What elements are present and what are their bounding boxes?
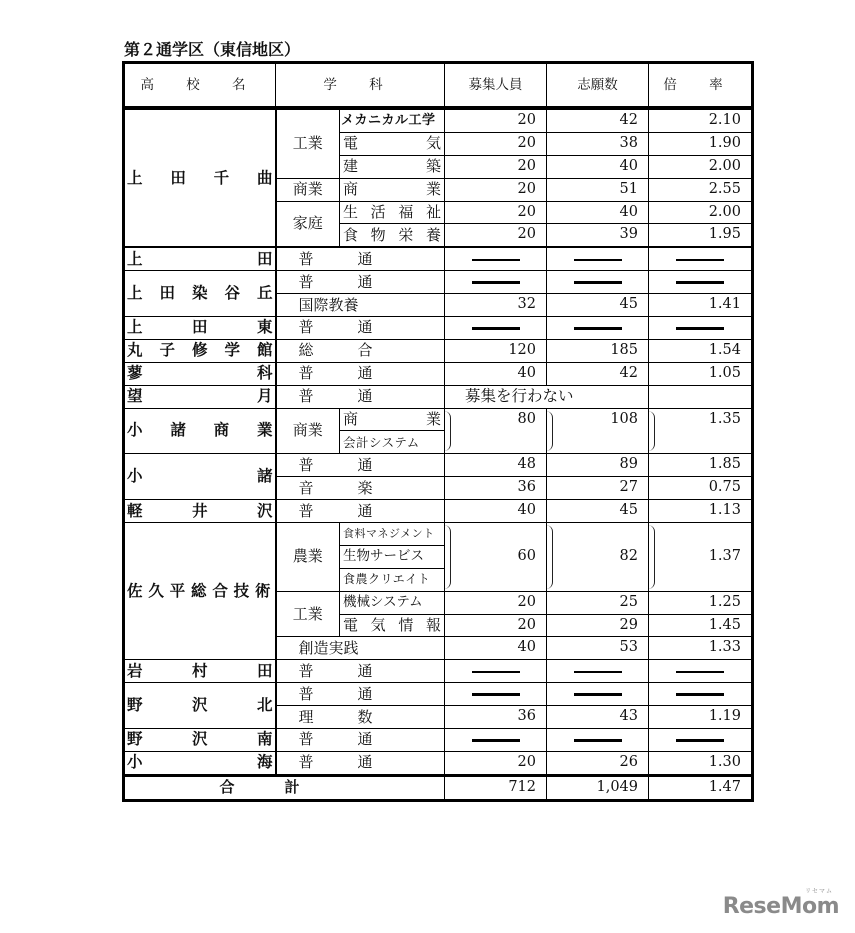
applicant-count: 45 bbox=[547, 500, 649, 523]
applicant-count: 40 bbox=[547, 201, 649, 224]
recruit-count: 20 bbox=[445, 178, 547, 201]
dept-name bbox=[276, 660, 445, 683]
dash-mark bbox=[472, 259, 520, 262]
dept-name bbox=[276, 271, 445, 294]
dept-name-text: 普通 bbox=[298, 684, 417, 703]
applicant-count: 25 bbox=[547, 591, 649, 614]
dash-mark bbox=[472, 327, 520, 330]
dash-mark bbox=[574, 327, 622, 330]
table-row bbox=[124, 408, 753, 431]
applicant-count: 40 bbox=[547, 155, 649, 178]
applicant-count: 42 bbox=[547, 362, 649, 385]
dept-name: 生活福祉 bbox=[340, 201, 445, 224]
recruit-count bbox=[445, 729, 547, 752]
recruit-count: 40 bbox=[445, 500, 547, 523]
ratio-value: 2.55 bbox=[649, 178, 753, 201]
dash-mark bbox=[676, 327, 724, 330]
dept-name-text: 普通 bbox=[298, 249, 417, 268]
table-row bbox=[124, 247, 753, 270]
ratio-value: 1.25 bbox=[649, 591, 753, 614]
recruit-count: 32 bbox=[445, 294, 547, 317]
dash-mark bbox=[472, 739, 520, 742]
ratio-value bbox=[649, 683, 753, 706]
table-row bbox=[124, 500, 753, 523]
recruit-count bbox=[445, 247, 547, 270]
ratio-value bbox=[649, 729, 753, 752]
school-name: 上田千曲 bbox=[124, 108, 276, 247]
header-row bbox=[124, 63, 753, 109]
recruit-count: 20 bbox=[445, 591, 547, 614]
ratio-value: 1.19 bbox=[649, 706, 753, 729]
total-applicants: 1,049 bbox=[547, 775, 649, 800]
dept-group: 商業 bbox=[276, 178, 340, 201]
no-recruitment-note: 募集を行わない bbox=[445, 385, 649, 408]
applicant-count: 45 bbox=[547, 294, 649, 317]
dept-name bbox=[276, 339, 445, 362]
dept-name: 会計システム bbox=[340, 431, 445, 454]
dept-name-text: 普通 bbox=[298, 501, 417, 520]
header-school: 高 校 名 bbox=[124, 63, 276, 109]
table-row bbox=[124, 339, 753, 362]
applicant-count bbox=[547, 271, 649, 294]
dash-mark bbox=[676, 281, 724, 284]
dept-name: 機械システム bbox=[340, 591, 445, 614]
applicant-count bbox=[547, 683, 649, 706]
school-name: 野沢南 bbox=[124, 729, 276, 752]
header-department: 学 科 bbox=[276, 63, 445, 109]
recruit-count: 20 bbox=[445, 751, 547, 775]
ratio-value: 1.37 bbox=[649, 523, 753, 592]
dept-name-text: 普通 bbox=[298, 387, 417, 406]
ratio-value: 1.33 bbox=[649, 637, 753, 660]
ratio-value: 2.00 bbox=[649, 155, 753, 178]
dept-name: 創造実践 bbox=[276, 637, 445, 660]
applicant-count bbox=[547, 247, 649, 270]
applicant-count: 82 bbox=[547, 523, 649, 592]
applicant-count bbox=[547, 660, 649, 683]
dept-name: 食農クリエイト bbox=[340, 568, 445, 591]
dept-name-text: 普通 bbox=[298, 661, 417, 680]
total-label: 合計 bbox=[124, 775, 445, 800]
dept-name-text: 普通 bbox=[298, 364, 417, 383]
applicant-count: 108 bbox=[547, 408, 649, 454]
applicant-count: 43 bbox=[547, 706, 649, 729]
dept-name: 生物サービス bbox=[340, 545, 445, 568]
ratio-value: 1.13 bbox=[649, 500, 753, 523]
recruit-count bbox=[445, 271, 547, 294]
applicant-count bbox=[547, 729, 649, 752]
dept-name bbox=[276, 362, 445, 385]
recruit-count: 20 bbox=[445, 614, 547, 637]
applicant-count: 38 bbox=[547, 132, 649, 155]
dept-name: 商業 bbox=[340, 408, 445, 431]
dept-name bbox=[276, 247, 445, 270]
ratio-value bbox=[649, 271, 753, 294]
dash-mark bbox=[472, 693, 520, 696]
school-name: 望月 bbox=[124, 385, 276, 408]
recruit-count: 60 bbox=[445, 523, 547, 592]
school-name: 蓼科 bbox=[124, 362, 276, 385]
school-name: 小海 bbox=[124, 751, 276, 775]
dept-group: 農業 bbox=[276, 523, 340, 592]
dept-name-text: 普通 bbox=[298, 318, 417, 337]
dash-mark bbox=[676, 693, 724, 696]
resemom-logo bbox=[722, 888, 839, 919]
ratio-value bbox=[649, 317, 753, 340]
school-name: 上田染谷丘 bbox=[124, 271, 276, 317]
dept-name-text: 総合 bbox=[298, 341, 417, 360]
ratio-value: 1.85 bbox=[649, 454, 753, 477]
dash-mark bbox=[574, 259, 622, 262]
applicant-count bbox=[547, 317, 649, 340]
dash-mark bbox=[574, 739, 622, 742]
recruit-count: 20 bbox=[445, 108, 547, 132]
total-ratio: 1.47 bbox=[649, 775, 753, 800]
dash-mark bbox=[574, 671, 622, 674]
ratio-value bbox=[649, 385, 753, 408]
logo-kana: リセマム bbox=[805, 888, 833, 895]
dept-name-text: 普通 bbox=[298, 272, 417, 291]
table-row bbox=[124, 271, 753, 294]
applicant-count: 51 bbox=[547, 178, 649, 201]
dept-name bbox=[276, 729, 445, 752]
dept-name: 商業 bbox=[340, 178, 445, 201]
dept-name bbox=[276, 500, 445, 523]
applicant-count: 27 bbox=[547, 477, 649, 500]
ratio-value: 1.30 bbox=[649, 751, 753, 775]
recruit-count: 36 bbox=[445, 477, 547, 500]
dept-group: 商業 bbox=[276, 408, 340, 454]
table-row bbox=[124, 362, 753, 385]
school-name: 上田 bbox=[124, 247, 276, 270]
dept-name-text: 理数 bbox=[298, 707, 417, 726]
dept-name bbox=[276, 317, 445, 340]
recruit-count: 40 bbox=[445, 637, 547, 660]
dept-group: 工業 bbox=[276, 108, 340, 178]
recruit-count bbox=[445, 660, 547, 683]
ratio-value: 1.41 bbox=[649, 294, 753, 317]
school-name: 岩村田 bbox=[124, 660, 276, 683]
admission-ratio-table bbox=[122, 61, 754, 802]
recruit-count bbox=[445, 683, 547, 706]
recruit-count bbox=[445, 317, 547, 340]
total-recruit: 712 bbox=[445, 775, 547, 800]
recruit-count: 40 bbox=[445, 362, 547, 385]
applicant-count: 42 bbox=[547, 108, 649, 132]
ratio-value: 1.54 bbox=[649, 339, 753, 362]
recruit-count: 20 bbox=[445, 155, 547, 178]
applicant-count: 29 bbox=[547, 614, 649, 637]
dash-mark bbox=[676, 259, 724, 262]
table-row bbox=[124, 454, 753, 477]
dept-name: 電気 bbox=[340, 132, 445, 155]
dept-name bbox=[276, 683, 445, 706]
header-recruit: 募集人員 bbox=[445, 63, 547, 109]
table-row bbox=[124, 108, 753, 132]
dept-group: 家庭 bbox=[276, 201, 340, 247]
dept-name bbox=[276, 706, 445, 729]
recruit-count: 20 bbox=[445, 132, 547, 155]
recruit-count: 48 bbox=[445, 454, 547, 477]
school-name: 佐久平総合技術 bbox=[124, 523, 276, 660]
dept-name: 食料マネジメント bbox=[340, 523, 445, 546]
dept-name bbox=[276, 385, 445, 408]
recruit-count: 80 bbox=[445, 408, 547, 454]
recruit-count: 20 bbox=[445, 201, 547, 224]
dept-name bbox=[276, 751, 445, 775]
dept-name-text: 普通 bbox=[298, 753, 417, 772]
ratio-value: 1.35 bbox=[649, 408, 753, 454]
applicant-count: 89 bbox=[547, 454, 649, 477]
ratio-value: 1.05 bbox=[649, 362, 753, 385]
ratio-value bbox=[649, 247, 753, 270]
table-row bbox=[124, 523, 753, 546]
total-row bbox=[124, 775, 753, 800]
table-row bbox=[124, 317, 753, 340]
table-row bbox=[124, 660, 753, 683]
ratio-value: 1.90 bbox=[649, 132, 753, 155]
ratio-value: 0.75 bbox=[649, 477, 753, 500]
table-row bbox=[124, 683, 753, 706]
dept-name-text: 音楽 bbox=[298, 478, 417, 497]
logo-text: ReseMom bbox=[722, 894, 839, 919]
recruit-count: 20 bbox=[445, 224, 547, 247]
school-name: 小諸 bbox=[124, 454, 276, 500]
header-applicants: 志願数 bbox=[547, 63, 649, 109]
school-name: 上田東 bbox=[124, 317, 276, 340]
dept-name bbox=[276, 477, 445, 500]
dash-mark bbox=[472, 671, 520, 674]
dash-mark bbox=[676, 739, 724, 742]
dept-name-text: 普通 bbox=[298, 730, 417, 749]
recruit-count: 36 bbox=[445, 706, 547, 729]
dept-name: 電気情報 bbox=[340, 614, 445, 637]
applicant-count: 39 bbox=[547, 224, 649, 247]
recruit-count: 120 bbox=[445, 339, 547, 362]
ratio-value: 1.95 bbox=[649, 224, 753, 247]
school-name: 小諸商業 bbox=[124, 408, 276, 454]
dept-name bbox=[276, 454, 445, 477]
dash-mark bbox=[574, 281, 622, 284]
applicant-count: 185 bbox=[547, 339, 649, 362]
ratio-value: 2.10 bbox=[649, 108, 753, 132]
school-name: 丸子修学館 bbox=[124, 339, 276, 362]
dept-name: 建築 bbox=[340, 155, 445, 178]
table-row bbox=[124, 751, 753, 775]
dept-group: 工業 bbox=[276, 591, 340, 637]
table-row bbox=[124, 729, 753, 752]
dash-mark bbox=[472, 281, 520, 284]
dept-name: 国際教養 bbox=[276, 294, 445, 317]
school-name: 野沢北 bbox=[124, 683, 276, 729]
district-title: 第２通学区（東信地区） bbox=[124, 40, 301, 59]
dept-name-text: 普通 bbox=[298, 455, 417, 474]
dash-mark bbox=[676, 671, 724, 674]
dept-name: メカニカル工学 bbox=[340, 108, 445, 132]
school-name: 軽井沢 bbox=[124, 500, 276, 523]
dash-mark bbox=[574, 693, 622, 696]
applicant-count: 53 bbox=[547, 637, 649, 660]
table-row bbox=[124, 385, 753, 408]
ratio-value bbox=[649, 660, 753, 683]
applicant-count: 26 bbox=[547, 751, 649, 775]
dept-name: 食物栄養 bbox=[340, 224, 445, 247]
header-ratio: 倍 率 bbox=[649, 63, 753, 109]
ratio-value: 2.00 bbox=[649, 201, 753, 224]
ratio-value: 1.45 bbox=[649, 614, 753, 637]
